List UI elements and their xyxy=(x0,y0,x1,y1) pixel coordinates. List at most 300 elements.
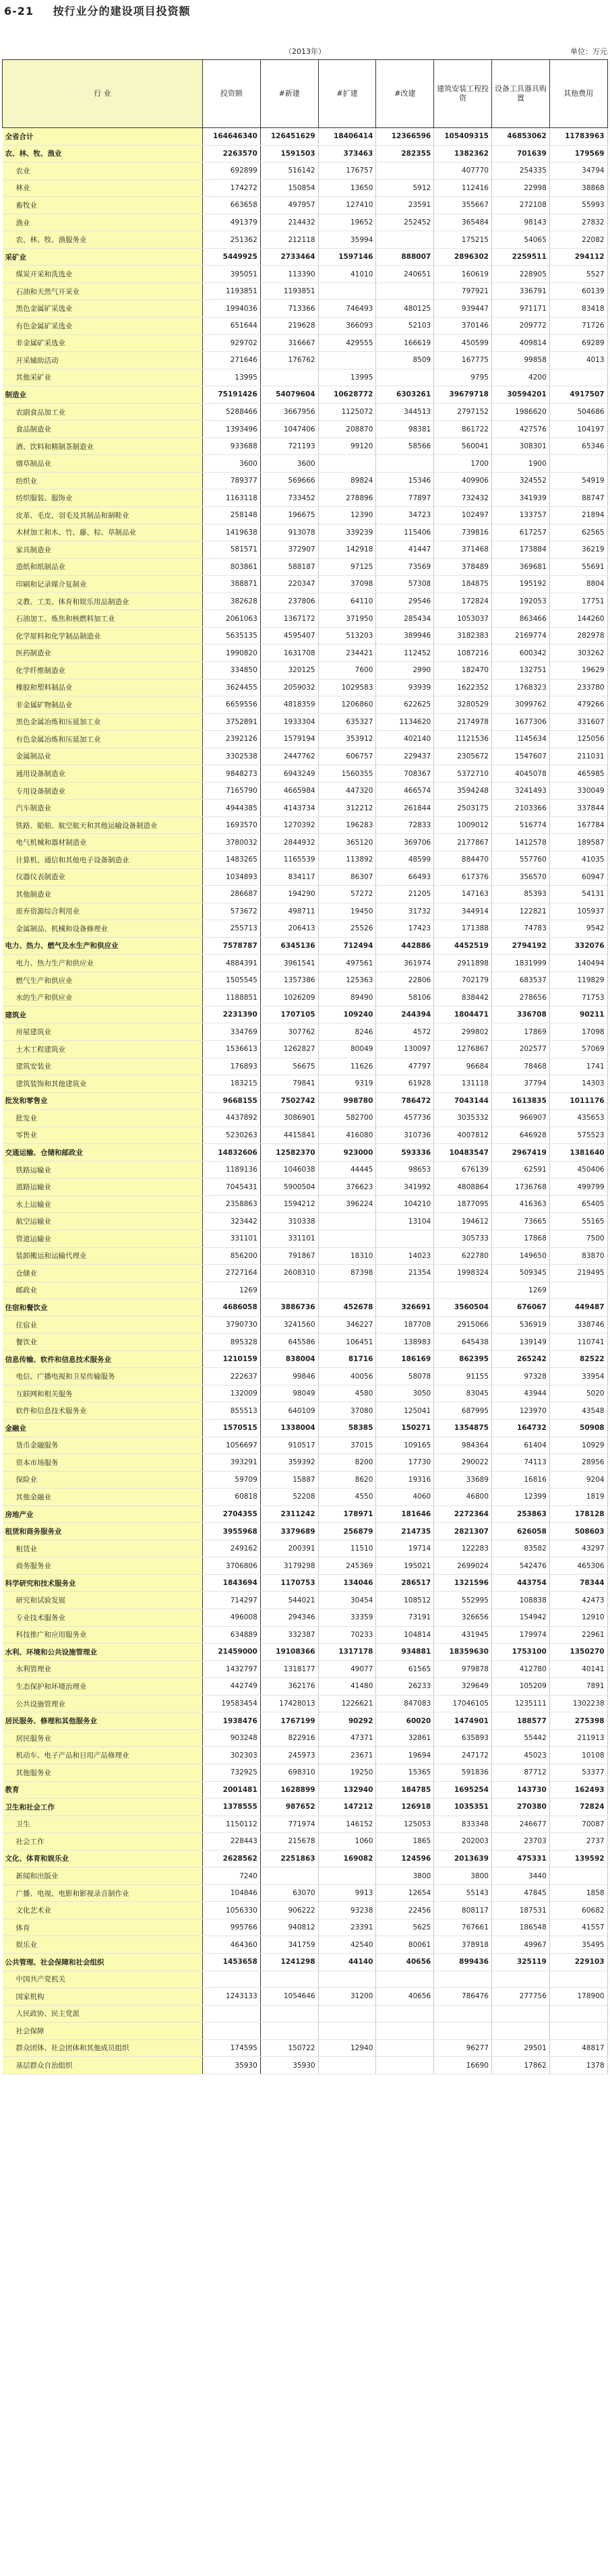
value-cell: 344914 xyxy=(434,903,492,920)
table-row xyxy=(3,1884,608,1902)
value-cell: 140494 xyxy=(549,955,607,972)
value-cell: 270380 xyxy=(491,1799,549,1816)
value-cell: 40656 xyxy=(376,1953,434,1971)
value-cell: 55442 xyxy=(491,1729,549,1747)
value-cell: 2392126 xyxy=(203,731,261,748)
value-cell: 3600 xyxy=(260,455,318,473)
value-cell xyxy=(318,352,376,369)
industry-name: 教育 xyxy=(3,1781,203,1799)
value-cell: 3955968 xyxy=(203,1523,261,1540)
value-cell: 5635135 xyxy=(203,627,261,645)
value-cell: 2061063 xyxy=(203,610,261,628)
value-cell: 54065 xyxy=(491,231,549,249)
value-cell: 66493 xyxy=(376,868,434,886)
value-cell xyxy=(376,1282,434,1299)
value-cell: 55993 xyxy=(549,197,607,214)
value-cell: 536919 xyxy=(491,1316,549,1334)
value-cell: 125053 xyxy=(376,1816,434,1833)
value-cell: 78344 xyxy=(549,1574,607,1592)
value-cell: 164646340 xyxy=(203,128,261,146)
industry-name: 餐饮业 xyxy=(3,1334,203,1351)
value-cell: 150722 xyxy=(260,2039,318,2057)
value-cell: 1011176 xyxy=(549,1092,607,1110)
value-cell: 109165 xyxy=(376,1437,434,1454)
industry-name: 金属制品业 xyxy=(3,748,203,765)
value-cell: 771974 xyxy=(260,1816,318,1833)
value-cell: 331101 xyxy=(203,1230,261,1248)
value-cell: 2733464 xyxy=(260,248,318,266)
table-row xyxy=(3,455,608,473)
value-cell: 979878 xyxy=(434,1660,492,1678)
value-cell: 402140 xyxy=(376,731,434,748)
value-cell: 19714 xyxy=(376,1540,434,1557)
value-cell xyxy=(376,369,434,386)
table-body xyxy=(3,128,608,2074)
value-cell: 395051 xyxy=(203,266,261,283)
value-cell: 282978 xyxy=(549,627,607,645)
value-cell: 35930 xyxy=(260,2057,318,2074)
industry-name: 航空运输业 xyxy=(3,1213,203,1230)
value-cell: 791867 xyxy=(260,1247,318,1265)
value-cell: 2305672 xyxy=(434,748,492,765)
table-row xyxy=(3,1058,608,1075)
value-cell: 18406414 xyxy=(318,128,376,146)
value-cell: 43297 xyxy=(549,1540,607,1557)
value-cell: 786472 xyxy=(376,1092,434,1110)
value-cell: 1767199 xyxy=(260,1712,318,1730)
value-cell: 862395 xyxy=(434,1350,492,1368)
table-row xyxy=(3,1195,608,1213)
table-row xyxy=(3,1092,608,1110)
value-cell: 72833 xyxy=(376,816,434,834)
value-cell: 60020 xyxy=(376,1712,434,1730)
industry-name: 汽车制造业 xyxy=(3,800,203,817)
value-cell: 4580 xyxy=(318,1385,376,1402)
industry-name: 通用设备制造业 xyxy=(3,765,203,783)
table-row xyxy=(3,645,608,662)
value-cell: 45023 xyxy=(491,1747,549,1764)
value-cell: 46853062 xyxy=(491,128,549,146)
value-cell: 838442 xyxy=(434,989,492,1007)
value-cell: 254335 xyxy=(491,162,549,180)
value-cell: 1631708 xyxy=(260,645,318,662)
value-cell: 184785 xyxy=(376,1781,434,1799)
value-cell: 2447762 xyxy=(260,748,318,765)
value-cell: 1241298 xyxy=(260,1953,318,1971)
value-cell: 409814 xyxy=(491,334,549,352)
value-cell: 1087216 xyxy=(434,645,492,662)
value-cell: 19316 xyxy=(376,1471,434,1489)
table-row xyxy=(3,1454,608,1472)
value-cell: 1843694 xyxy=(203,1574,261,1592)
industry-name: 租赁和商务服务业 xyxy=(3,1523,203,1540)
industry-name: 石油加工、炼焦和核燃料加工业 xyxy=(3,610,203,628)
value-cell: 17862 xyxy=(491,2057,549,2074)
value-cell: 2915066 xyxy=(434,1316,492,1334)
value-cell: 286687 xyxy=(203,886,261,903)
table-row xyxy=(3,868,608,886)
industry-name: 专业技术服务业 xyxy=(3,1609,203,1627)
industry-name: 中国共产党机关 xyxy=(3,1971,203,1988)
value-cell: 139149 xyxy=(491,1334,549,1351)
value-cell xyxy=(491,2005,549,2023)
value-cell: 940812 xyxy=(260,1919,318,1936)
value-cell: 90211 xyxy=(549,1006,607,1023)
value-cell: 1150112 xyxy=(203,1816,261,1833)
value-cell: 40141 xyxy=(549,1660,607,1678)
value-cell: 19652 xyxy=(318,214,376,231)
value-cell: 89490 xyxy=(318,989,376,1007)
value-cell: 1695254 xyxy=(434,1781,492,1799)
table-row xyxy=(3,1437,608,1454)
value-cell: 1594212 xyxy=(260,1195,318,1213)
value-cell xyxy=(376,455,434,473)
value-cell: 721193 xyxy=(260,438,318,455)
value-cell xyxy=(549,2005,607,2023)
table-row xyxy=(3,1316,608,1334)
value-cell: 252452 xyxy=(376,214,434,231)
value-cell: 4818359 xyxy=(260,696,318,714)
value-cell: 83045 xyxy=(434,1385,492,1402)
value-cell: 676067 xyxy=(491,1299,549,1317)
value-cell: 9913 xyxy=(318,1884,376,1902)
value-cell: 1188851 xyxy=(203,989,261,1007)
value-cell: 229103 xyxy=(549,1953,607,1971)
value-cell: 134046 xyxy=(318,1574,376,1592)
value-cell: 1165539 xyxy=(260,851,318,868)
value-cell: 102497 xyxy=(434,507,492,525)
value-cell: 57272 xyxy=(318,886,376,903)
value-cell: 125056 xyxy=(549,731,607,748)
value-cell: 1378 xyxy=(549,2057,607,2074)
value-cell: 278656 xyxy=(491,989,549,1007)
value-cell xyxy=(260,369,318,386)
value-cell: 884470 xyxy=(434,851,492,868)
value-cell: 49967 xyxy=(491,1936,549,1954)
value-cell: 229437 xyxy=(376,748,434,765)
value-cell: 69289 xyxy=(549,334,607,352)
table-row xyxy=(3,765,608,783)
table-row xyxy=(3,679,608,696)
value-cell: 457736 xyxy=(376,1110,434,1127)
value-cell: 692899 xyxy=(203,162,261,180)
table-row xyxy=(3,1402,608,1420)
value-cell: 105209 xyxy=(491,1678,549,1696)
value-cell xyxy=(318,1971,376,1988)
value-cell: 1591503 xyxy=(260,145,318,162)
table-row xyxy=(3,1385,608,1402)
industry-name: 非金属矿采选业 xyxy=(3,334,203,352)
table-row xyxy=(3,1161,608,1178)
value-cell: 3099762 xyxy=(491,696,549,714)
value-cell: 714297 xyxy=(203,1592,261,1609)
value-cell: 246677 xyxy=(491,1816,549,1833)
value-cell: 341992 xyxy=(376,1178,434,1196)
value-cell: 27832 xyxy=(549,214,607,231)
table-row xyxy=(3,2005,608,2023)
value-cell: 96684 xyxy=(434,1058,492,1075)
industry-name: 石油和天然气开采业 xyxy=(3,282,203,300)
table-row xyxy=(3,507,608,525)
value-cell: 1628899 xyxy=(260,1781,318,1799)
value-cell xyxy=(434,2023,492,2040)
value-cell: 4944385 xyxy=(203,800,261,817)
value-cell: 1547607 xyxy=(491,748,549,765)
value-cell: 339239 xyxy=(318,524,376,541)
value-cell: 1804471 xyxy=(434,1006,492,1023)
value-cell: 409906 xyxy=(434,472,492,489)
value-cell: 1134620 xyxy=(376,713,434,731)
value-cell: 767661 xyxy=(434,1919,492,1936)
value-cell: 13995 xyxy=(318,369,376,386)
value-cell: 449487 xyxy=(549,1299,607,1317)
value-cell: 294346 xyxy=(260,1609,318,1627)
industry-name: 科学研究和技术服务业 xyxy=(3,1574,203,1592)
value-cell: 53377 xyxy=(549,1764,607,1781)
investment-table xyxy=(2,59,608,2074)
value-cell: 443754 xyxy=(491,1574,549,1592)
value-cell: 19450 xyxy=(318,903,376,920)
value-cell: 282355 xyxy=(376,145,434,162)
value-cell: 33954 xyxy=(549,1368,607,1385)
value-cell: 40056 xyxy=(318,1368,376,1385)
value-cell: 82522 xyxy=(549,1350,607,1368)
value-cell: 2263570 xyxy=(203,145,261,162)
table-row xyxy=(3,1729,608,1747)
value-cell: 33359 xyxy=(318,1609,376,1627)
value-cell: 1321596 xyxy=(434,1574,492,1592)
table-row xyxy=(3,1213,608,1230)
value-cell xyxy=(203,1971,261,1988)
industry-name: 纺织业 xyxy=(3,472,203,489)
industry-name: 租赁业 xyxy=(3,1540,203,1557)
value-cell: 11510 xyxy=(318,1540,376,1557)
value-cell: 55165 xyxy=(549,1213,607,1230)
value-cell: 253863 xyxy=(491,1505,549,1523)
value-cell: 498711 xyxy=(260,903,318,920)
value-cell: 4884391 xyxy=(203,955,261,972)
value-cell: 104814 xyxy=(376,1626,434,1644)
value-cell: 275398 xyxy=(549,1712,607,1730)
value-cell: 178128 xyxy=(549,1505,607,1523)
value-cell: 9795 xyxy=(434,369,492,386)
value-cell: 701639 xyxy=(491,145,549,162)
industry-name: 娱乐业 xyxy=(3,1936,203,1954)
table-row xyxy=(3,214,608,231)
value-cell: 396224 xyxy=(318,1195,376,1213)
value-cell: 466574 xyxy=(376,782,434,800)
value-cell: 12399 xyxy=(491,1489,549,1506)
value-cell: 73191 xyxy=(376,1609,434,1627)
value-cell: 899436 xyxy=(434,1953,492,1971)
value-cell: 41447 xyxy=(376,541,434,559)
industry-name: 公共设施管理业 xyxy=(3,1695,203,1712)
value-cell: 329649 xyxy=(434,1678,492,1696)
value-cell: 1990820 xyxy=(203,645,261,662)
value-cell: 57069 xyxy=(549,1040,607,1058)
value-cell: 1338004 xyxy=(260,1420,318,1437)
value-cell: 61928 xyxy=(376,1075,434,1093)
value-cell: 712494 xyxy=(318,937,376,955)
value-cell: 516142 xyxy=(260,162,318,180)
value-cell: 58078 xyxy=(376,1368,434,1385)
value-cell: 16690 xyxy=(434,2057,492,2074)
value-cell: 38868 xyxy=(549,179,607,197)
value-cell: 160619 xyxy=(434,266,492,283)
value-cell: 43548 xyxy=(549,1402,607,1420)
value-cell: 5230263 xyxy=(203,1127,261,1144)
value-cell: 9319 xyxy=(318,1075,376,1093)
header-industry: 行 业 xyxy=(3,60,203,128)
table-row xyxy=(3,661,608,679)
value-cell: 2896302 xyxy=(434,248,492,266)
table-row xyxy=(3,1471,608,1489)
industry-name: 批发业 xyxy=(3,1110,203,1127)
value-cell: 112452 xyxy=(376,645,434,662)
value-cell: 1210159 xyxy=(203,1350,261,1368)
value-cell: 271646 xyxy=(203,352,261,369)
table-row xyxy=(3,1574,608,1592)
value-cell: 4060 xyxy=(376,1489,434,1506)
table-row xyxy=(3,1764,608,1781)
value-cell: 34794 xyxy=(549,162,607,180)
value-cell: 42473 xyxy=(549,1592,607,1609)
value-cell: 509345 xyxy=(491,1265,549,1282)
value-cell: 9848273 xyxy=(203,765,261,783)
value-cell: 359392 xyxy=(260,1454,318,1472)
value-cell: 645438 xyxy=(434,1334,492,1351)
industry-name: 体育 xyxy=(3,1919,203,1936)
table-row xyxy=(3,128,608,146)
value-cell: 4665984 xyxy=(260,782,318,800)
value-cell: 17423 xyxy=(376,920,434,938)
value-cell: 35495 xyxy=(549,1936,607,1954)
value-cell: 125041 xyxy=(376,1402,434,1420)
value-cell: 122821 xyxy=(491,903,549,920)
value-cell: 176893 xyxy=(203,1058,261,1075)
value-cell: 83418 xyxy=(549,300,607,318)
industry-name: 纺织服装、服饰业 xyxy=(3,489,203,507)
value-cell: 371468 xyxy=(434,541,492,559)
table-row xyxy=(3,955,608,972)
industry-name: 仓储业 xyxy=(3,1265,203,1282)
value-cell: 196283 xyxy=(318,816,376,834)
value-cell: 334850 xyxy=(203,661,261,679)
value-cell: 303262 xyxy=(549,645,607,662)
value-cell xyxy=(376,2057,434,2074)
table-row xyxy=(3,731,608,748)
value-cell: 3241560 xyxy=(260,1316,318,1334)
table-row xyxy=(3,576,608,593)
value-cell: 1865 xyxy=(376,1833,434,1851)
value-cell: 2699024 xyxy=(434,1557,492,1575)
table-row xyxy=(3,1816,608,1833)
value-cell: 73665 xyxy=(491,1213,549,1230)
value-cell: 1193851 xyxy=(260,282,318,300)
value-cell: 60682 xyxy=(549,1902,607,1919)
value-cell: 2013639 xyxy=(434,1850,492,1867)
industry-name: 其他采矿业 xyxy=(3,369,203,386)
value-cell: 7502742 xyxy=(260,1092,318,1110)
value-cell: 1900 xyxy=(491,455,549,473)
industry-name: 互联网和相关服务 xyxy=(3,1385,203,1402)
table-row xyxy=(3,2039,608,2057)
table-row xyxy=(3,1282,608,1299)
value-cell: 626058 xyxy=(491,1523,549,1540)
value-cell: 635327 xyxy=(318,713,376,731)
value-cell: 569666 xyxy=(260,472,318,489)
value-cell: 2821307 xyxy=(434,1523,492,1540)
value-cell: 65346 xyxy=(549,438,607,455)
value-cell: 1145634 xyxy=(491,731,549,748)
value-cell: 1163118 xyxy=(203,489,261,507)
value-cell: 17869 xyxy=(491,1023,549,1041)
value-cell xyxy=(318,282,376,300)
value-cell: 1677306 xyxy=(491,713,549,731)
value-cell: 30454 xyxy=(318,1592,376,1609)
industry-name: 建筑安装业 xyxy=(3,1058,203,1075)
value-cell: 542476 xyxy=(491,1557,549,1575)
industry-name: 建筑业 xyxy=(3,1006,203,1023)
value-cell: 52103 xyxy=(376,318,434,335)
value-cell: 132940 xyxy=(318,1781,376,1799)
industry-name: 批发和零售业 xyxy=(3,1092,203,1110)
table-header-row xyxy=(3,60,608,128)
value-cell: 81716 xyxy=(318,1350,376,1368)
value-cell: 7045431 xyxy=(203,1178,261,1196)
industry-name: 人民政协、民主党派 xyxy=(3,2005,203,2023)
value-cell: 83870 xyxy=(549,1247,607,1265)
value-cell: 336708 xyxy=(491,1006,549,1023)
value-cell xyxy=(260,1971,318,1988)
value-cell: 142918 xyxy=(318,541,376,559)
industry-name: 烟草制品业 xyxy=(3,455,203,473)
value-cell: 9542 xyxy=(549,920,607,938)
value-cell: 475331 xyxy=(491,1850,549,1867)
value-cell: 1505545 xyxy=(203,971,261,989)
value-cell: 371950 xyxy=(318,610,376,628)
value-cell: 3035332 xyxy=(434,1110,492,1127)
value-cell: 23591 xyxy=(376,197,434,214)
value-cell: 7165790 xyxy=(203,782,261,800)
value-cell: 2737 xyxy=(549,1833,607,1851)
value-cell: 5912 xyxy=(376,179,434,197)
value-cell: 33689 xyxy=(434,1471,492,1489)
industry-name: 科技推广和应用服务业 xyxy=(3,1626,203,1644)
value-cell: 85393 xyxy=(491,886,549,903)
value-cell: 44445 xyxy=(318,1161,376,1178)
industry-name: 电力、热力生产和供应业 xyxy=(3,955,203,972)
value-cell: 1367172 xyxy=(260,610,318,628)
value-cell: 388871 xyxy=(203,576,261,593)
value-cell: 23671 xyxy=(318,1747,376,1764)
value-cell: 1009012 xyxy=(434,816,492,834)
value-cell: 663658 xyxy=(203,197,261,214)
value-cell: 21459000 xyxy=(203,1644,261,1661)
value-cell: 1302238 xyxy=(549,1695,607,1712)
value-cell: 1170753 xyxy=(260,1574,318,1592)
table-row xyxy=(3,1489,608,1506)
value-cell: 856200 xyxy=(203,1247,261,1265)
value-cell: 26233 xyxy=(376,1678,434,1696)
value-cell: 75191426 xyxy=(203,386,261,404)
value-cell: 5900504 xyxy=(260,1178,318,1196)
value-cell xyxy=(203,2023,261,2040)
value-cell: 206413 xyxy=(260,920,318,938)
value-cell xyxy=(549,1282,607,1299)
value-cell: 37015 xyxy=(318,1437,376,1454)
value-cell: 1269 xyxy=(491,1282,549,1299)
